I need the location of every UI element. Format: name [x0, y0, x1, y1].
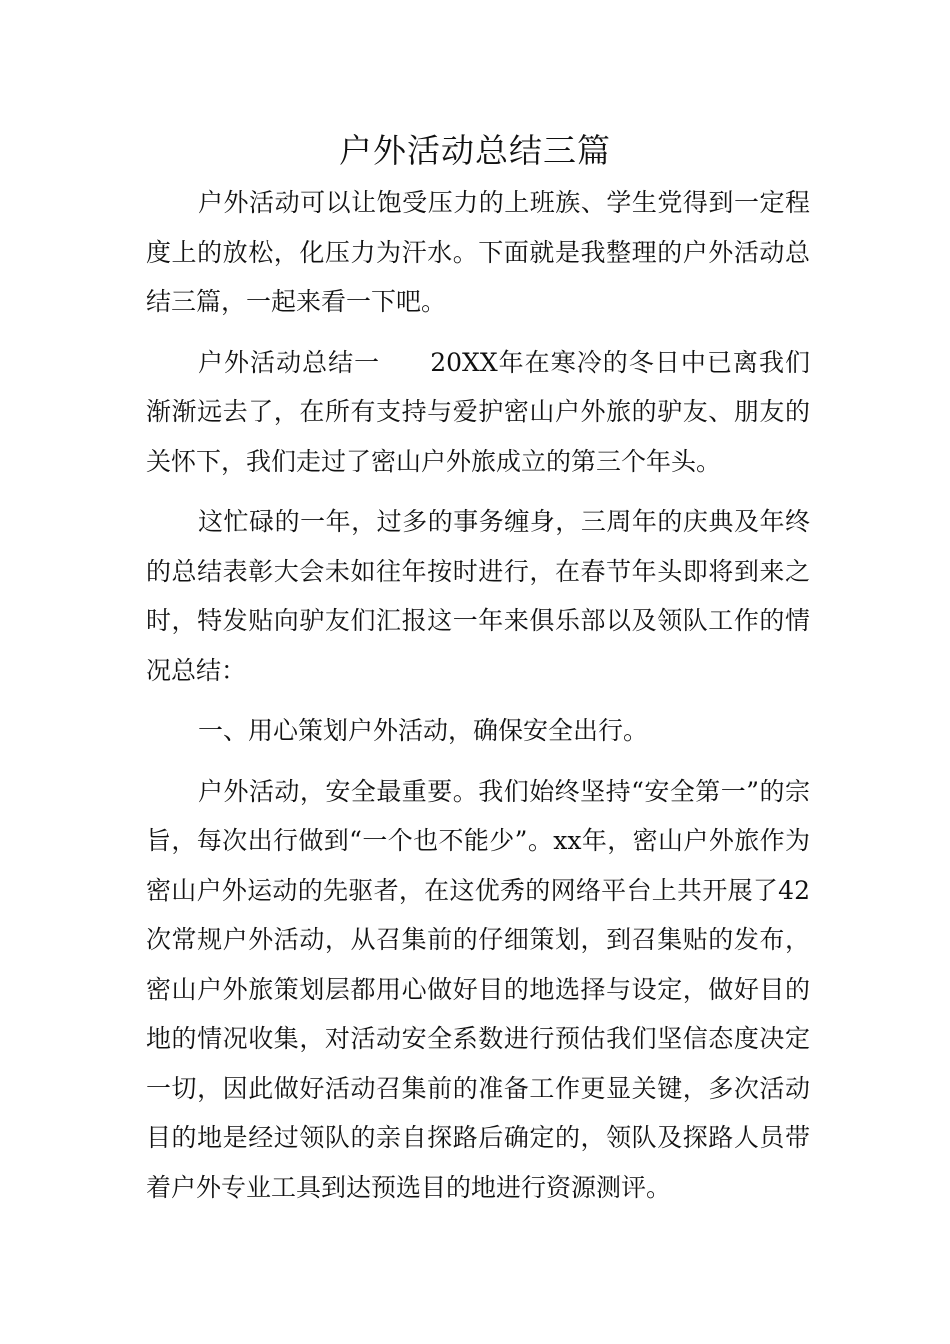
busy-year-paragraph: 这忙碌的一年，过多的事务缠身，三周年的庆典及年终的总结表彰大会未如往年按时进行，在春节年头即将到来之时，特发贴向驴友们汇报这一年来俱乐部以及领队工作的情况总结： [146, 507, 810, 685]
document-body [146, 178, 810, 1223]
intro-paragraph: 户外活动可以让饱受压力的上班族、学生党得到一定程度上的放松，化压力为汗水。下面就是我整理的户外活动总结三篇，一起来看一下吧。 [146, 188, 810, 316]
point-one-heading: 一、用心策划户外活动，确保安全出行。 [198, 716, 649, 745]
section-one-text: 20XX年在寒冷的冬日中已离我们渐渐远去了，在所有支持与爱护密山户外旅的驴友、朋友的关怀下，我们走过了密山户外旅成立的第三个年头。 [146, 347, 810, 476]
document-title: 户外活动总结三篇 [339, 131, 611, 170]
section-one-paragraph [146, 338, 810, 487]
section-one-heading: 户外活动总结一 [198, 347, 381, 377]
safety-paragraph: 户外活动，安全最重要。我们始终坚持“安全第一”的宗旨，每次出行做到“一个也不能少”。xx年，密山户外旅作为密山户外运动的先驱者，在这优秀的网络平台上共开展了42次常规户外活动，从召集前的仔细策划，到召集贴的发布，密山户外旅策划层都用心做好目的地选择与设定，做好目的地的情况收集，对活动安全系数进行预估我们坚信态度决定一切，因此做好活动召集前的准备工作更显关键，多次活动目的地是经过领队的亲自探路后确定的，领队及探路人员带着户外专业工具到达预选目的地进行资源测评。 [146, 776, 810, 1202]
